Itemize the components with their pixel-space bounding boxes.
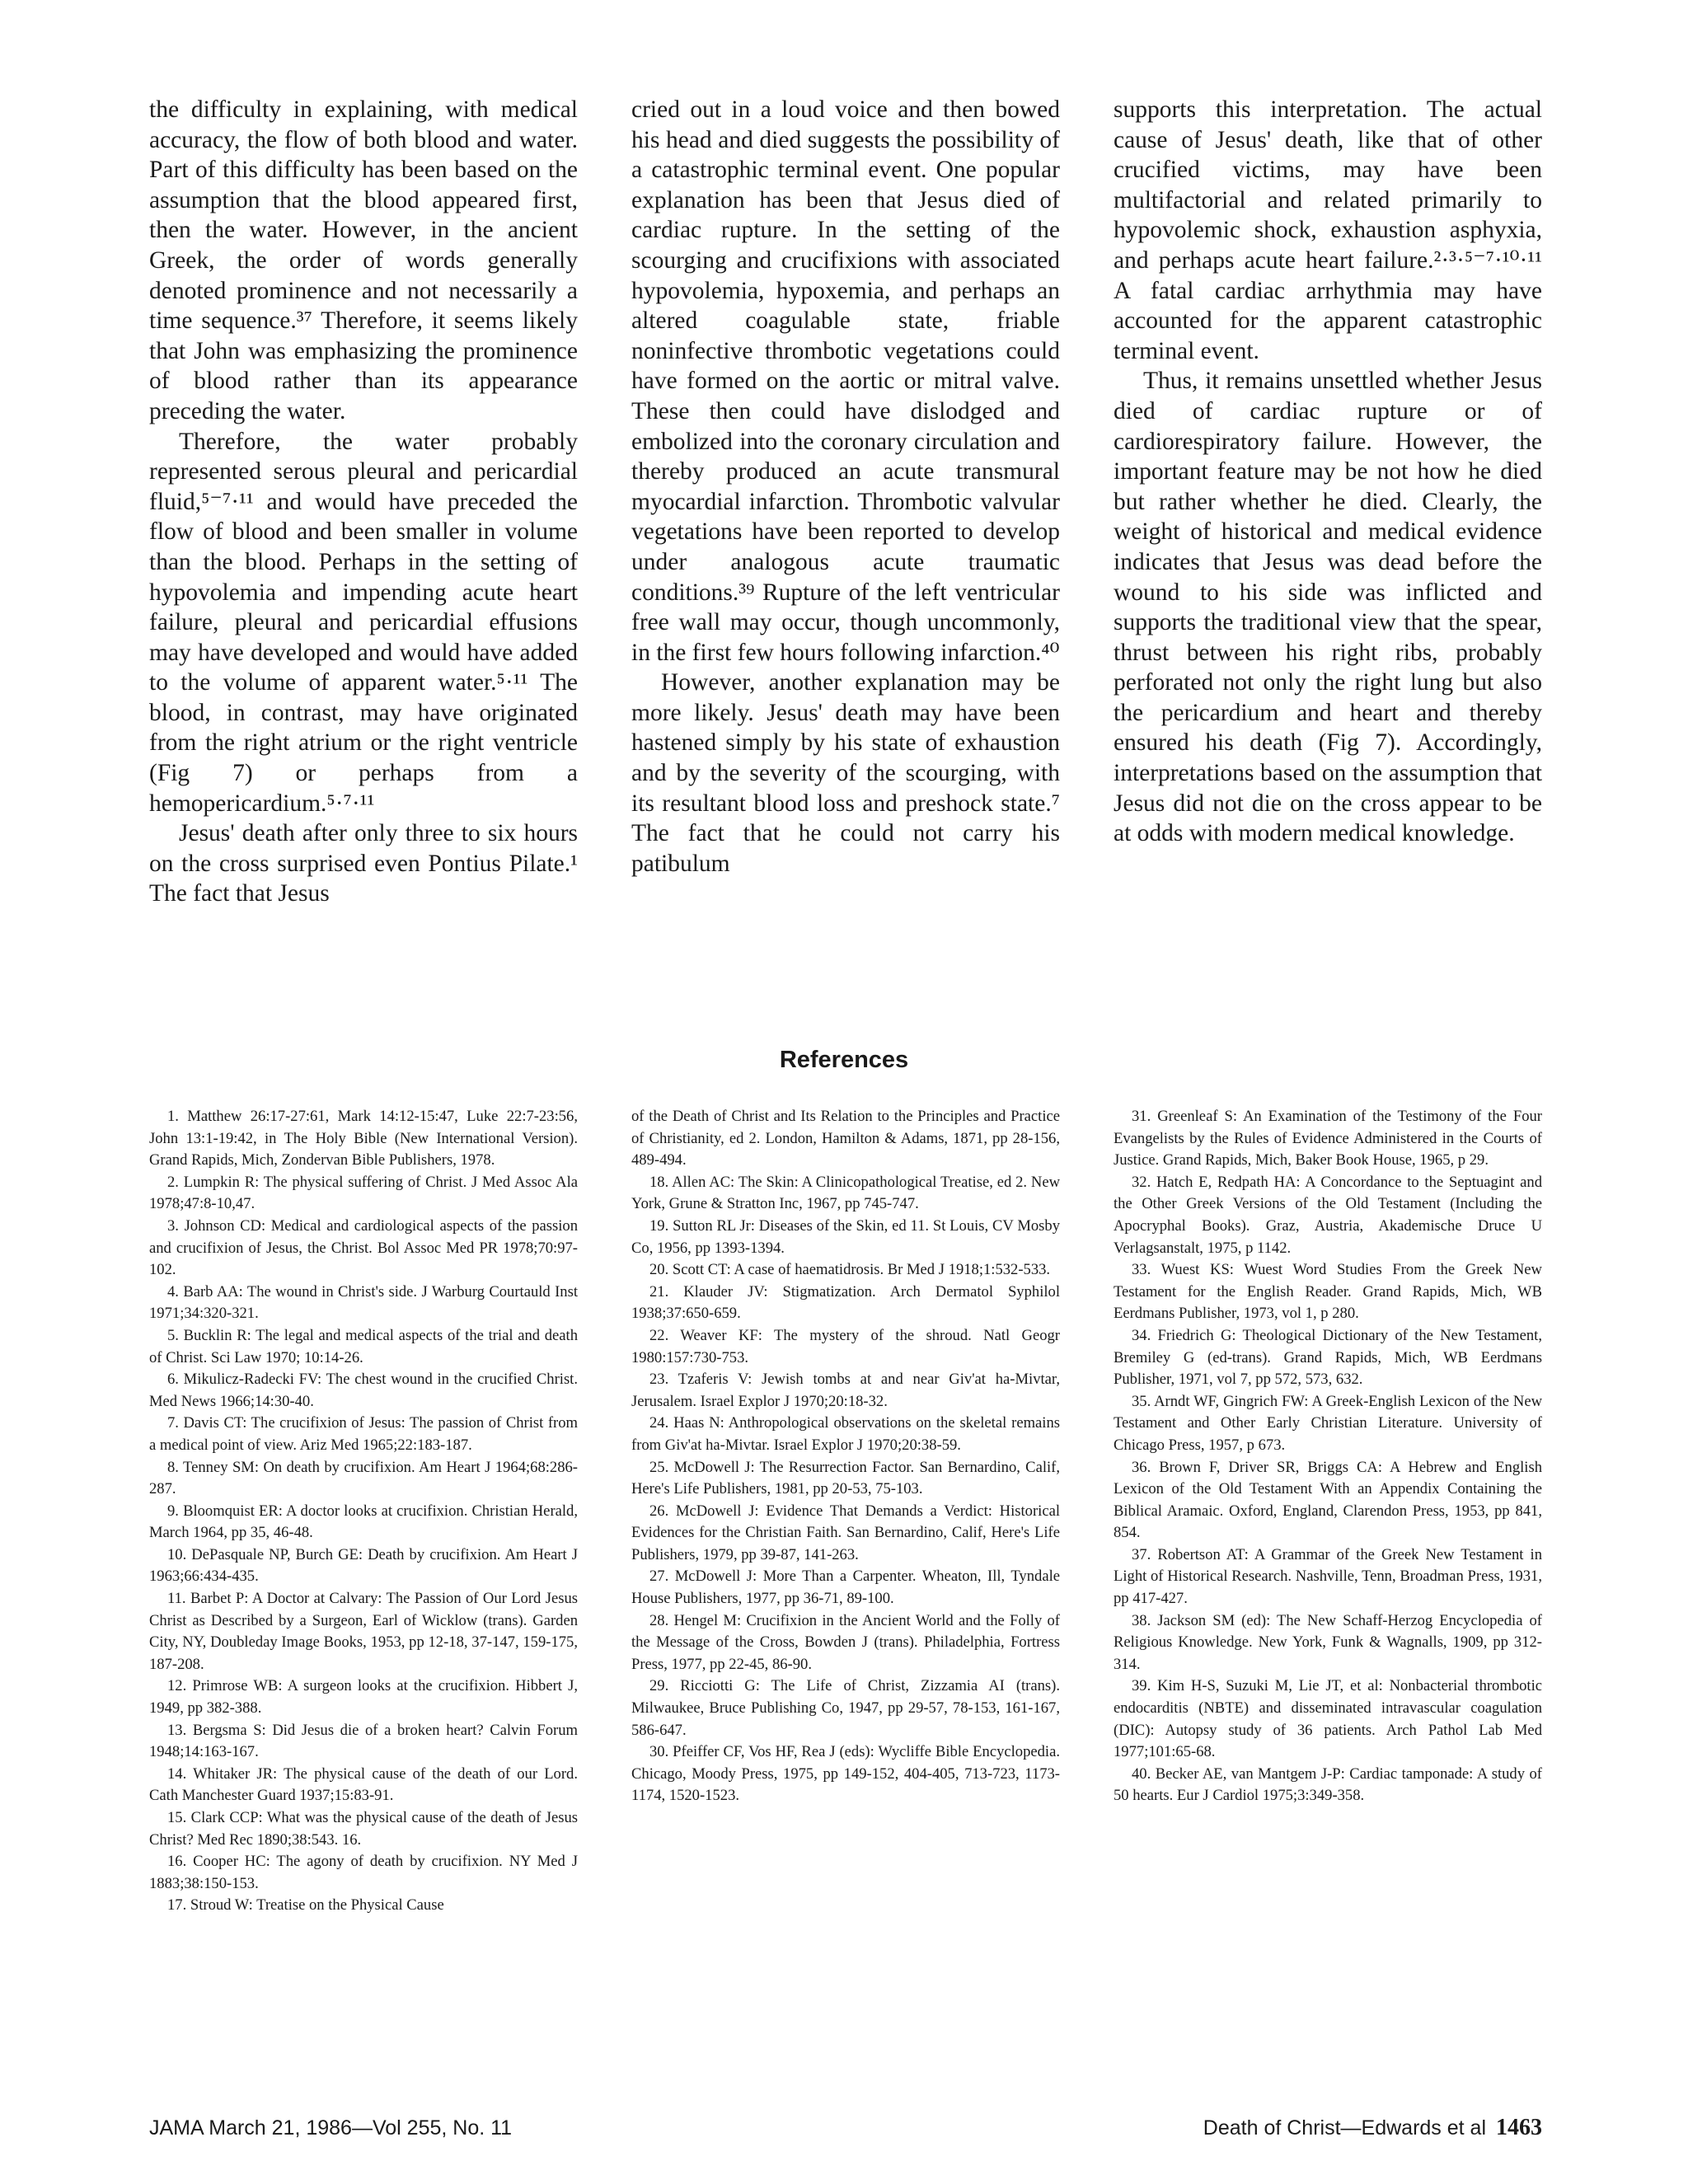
reference-item: 40. Becker AE, van Mantgem J-P: Cardiac tamponade: A study of 50 hearts. Eur J Cardiol 1975;3:349-358.	[1114, 1765, 1542, 1805]
reference-item: 18. Allen AC: The Skin: A Clinicopathological Treatise, ed 2. New York, Grune & Stratton Inc, 1967, pp 745-747.	[631, 1173, 1060, 1213]
reference-item: 32. Hatch E, Redpath HA: A Concordance to the Septuagint and the Other Greek Versions of the Old Testament (Including the Apocryphal Books). Graz, Austria, Akademische Druce U Verlagsanstalt, 1975, p 1142.	[1114, 1173, 1542, 1257]
reference-item: 1. Matthew 26:17-27:61, Mark 14:12-15:47, Luke 22:7-23:56, John 13:1-19:42, in The Holy Bible (New International Version). Grand Rapids, Mich, Zondervan Bible Publishers, 1978.	[149, 1108, 578, 1169]
body-paragraph: the difficulty in explaining, with medical accuracy, the flow of both blood and water. Part of this difficulty has been based on the assumption that the blood appeared first, then the water. However, in the ancient Greek, the order of words generally denoted prominence and not necessarily a time sequence.³⁷ Therefore, it seems likely that John was emphasizing the prominence of blood rather than its appearance preceding the water.	[149, 96, 578, 424]
reference-item: 30. Pfeiffer CF, Vos HF, Rea J (eds): Wycliffe Bible Encyclopedia. Chicago, Moody Press, 1975, pp 149-152, 404-405, 713-723, 1173-1174, 1520-1523.	[631, 1743, 1060, 1805]
body-paragraph: cried out in a loud voice and then bowed his head and died suggests the possibility of a catastrophic terminal event. One popular explanation has been that Jesus died of cardiac rupture. In the setting of the scourging and crucifixions with associated hypovolemia, hypoxemia, and perhaps an altered coagulable state, friable noninfective thrombotic vegetations could have formed on the aortic or mitral valve. These then could have dislodged and embolized into the coronary circulation and thereby produced an acute transmural myocardial infarction. Thrombotic valvular vegetations have been reported to develop under analogous acute traumatic conditions.³⁹ Rupture of the left ventricular free wall may occur, though uncommonly, in the first few hours following infarction.⁴⁰	[631, 96, 1060, 666]
reference-item: 7. Davis CT: The crucifixion of Jesus: The passion of Christ from a medical point of view. Ariz Med 1965;22:183-187.	[149, 1414, 578, 1454]
reference-item: 34. Friedrich G: Theological Dictionary of the New Testament, Bremiley G (ed-trans). Grand Rapids, Mich, WB Eerdmans Publisher, 1971, vol 7, pp 572, 573, 632.	[1114, 1326, 1542, 1389]
body-paragraph: supports this interpretation. The actual cause of Jesus' death, like that of other crucified victims, may have been multifactorial and related primarily to hypovolemic shock, exhaustion asphyxia, and perhaps acute heart failure.²·³·⁵⁻⁷·¹⁰·¹¹ A fatal cardiac arrhythmia may have accounted for the apparent catastrophic terminal event.	[1114, 96, 1542, 364]
reference-item: 3. Johnson CD: Medical and cardiological aspects of the passion and crucifixion of Jesus, the Christ. Bol Assoc Med PR 1978;70:97-102.	[149, 1216, 578, 1279]
reference-item: 29. Ricciotti G: The Life of Christ, Zizzamia AI (trans). Milwaukee, Bruce Publishing Co, 1947, pp 29-57, 78-153, 161-167, 586-647.	[631, 1677, 1060, 1739]
reference-item: 5. Bucklin R: The legal and medical aspects of the trial and death of Christ. Sci Law 1970; 10:14-26.	[149, 1326, 578, 1366]
reference-item: 25. McDowell J: The Resurrection Factor. San Bernardino, Calif, Here's Life Publishers, 1981, pp 20-53, 75-103.	[631, 1458, 1060, 1498]
reference-item: 28. Hengel M: Crucifixion in the Ancient World and the Folly of the Message of the Cross, Bowden J (trans). Philadelphia, Fortress Press, 1977, pp 22-45, 86-90.	[631, 1611, 1060, 1673]
body-column-3	[1114, 95, 1542, 909]
reference-item: 6. Mikulicz-Radecki FV: The chest wound in the crucified Christ. Med News 1966;14:30-40.	[149, 1371, 578, 1410]
references-column-1	[149, 1106, 578, 1917]
body-paragraph: Therefore, the water probably represented serous pleural and pericardial fluid,⁵⁻⁷·¹¹ and would have preceded the flow of blood and been smaller in volume than the blood. Perhaps in the setting of hypovolemia and impending acute heart failure, pleural and pericardial effusions may have developed and would have added to the volume of apparent water.⁵·¹¹ The blood, in contrast, may have originated from the right atrium or the right ventricle (Fig 7) or perhaps from a hemopericardium.⁵·⁷·¹¹	[149, 428, 578, 817]
reference-item: 19. Sutton RL Jr: Diseases of the Skin, ed 11. St Louis, CV Mosby Co, 1956, pp 1393-1394.	[631, 1216, 1060, 1257]
page-footer	[149, 2116, 1542, 2149]
reference-item: 36. Brown F, Driver SR, Briggs CA: A Hebrew and English Lexicon of the Old Testament With an Appendix Containing the Biblical Aramaic. Oxford, England, Clarendon Press, 1953, pp 841, 854.	[1114, 1458, 1542, 1542]
reference-item: 35. Arndt WF, Gingrich FW: A Greek-English Lexicon of the New Testament and Other Early Christian Literature. University of Chicago Press, 1957, p 673.	[1114, 1392, 1542, 1454]
reference-item: 33. Wuest KS: Wuest Word Studies From the Greek New Testament for the English Reader. Grand Rapids, Mich, WB Eerdmans Publisher, 1973, vol 1, p 280.	[1114, 1261, 1542, 1323]
references-heading: References	[779, 1047, 909, 1073]
page-number: 1463	[1496, 2115, 1542, 2140]
article-body	[149, 95, 1542, 909]
reference-item: 13. Bergsma S: Did Jesus die of a broken heart? Calvin Forum 1948;14:163-167.	[149, 1721, 578, 1761]
reference-item: 8. Tenney SM: On death by crucifixion. Am Heart J 1964;68:286-287.	[149, 1458, 578, 1498]
reference-item: 26. McDowell J: Evidence That Demands a Verdict: Historical Evidences for the Christian Faith. San Bernardino, Calif, Here's Life Publishers, 1979, pp 39-87, 141-263.	[631, 1502, 1060, 1563]
reference-item: 11. Barbet P: A Doctor at Calvary: The Passion of Our Lord Jesus Christ as Described by a Surgeon, Earl of Wicklow (trans). Garden City, NY, Doubleday Image Books, 1953, pp 12-18, 37-147, 159-175, 187-208.	[149, 1590, 578, 1673]
reference-item: 12. Primrose WB: A surgeon looks at the crucifixion. Hibbert J, 1949, pp 382-388.	[149, 1677, 578, 1718]
reference-continuation: of the Death of Christ and Its Relation to the Principles and Practice of Christianity, ed 2. London, Hamilton & Adams, 1871, pp 28-156, 489-494.	[631, 1108, 1060, 1169]
body-column-1	[149, 95, 578, 909]
body-paragraph: Thus, it remains unsettled whether Jesus died of cardiac rupture or of cardiorespiratory failure. However, the important feature may be not how he died but rather whether he died. Clearly, the weight of historical and medical evidence indicates that Jesus was dead before the wound to his side was inflicted and supports the traditional view that the spear, thrust between his right ribs, probably perforated not only the right lung but also the pericardium and heart and thereby ensured his death (Fig 7). Accordingly, interpretations based on the assumption that Jesus did not die on the cross appear to be at odds with modern medical knowledge.	[1114, 368, 1542, 847]
reference-item: 17. Stroud W: Treatise on the Physical Cause	[167, 1896, 444, 1915]
reference-item: 14. Whitaker JR: The physical cause of the death of our Lord. Cath Manchester Guard 1937;15:83-91.	[149, 1765, 578, 1805]
references-column-2	[631, 1106, 1060, 1917]
references-column-3	[1114, 1106, 1542, 1917]
reference-item: 21. Klauder JV: Stigmatization. Arch Dermatol Syphilol 1938;37:650-659.	[631, 1282, 1060, 1323]
reference-item: 38. Jackson SM (ed): The New Schaff-Herzog Encyclopedia of Religious Knowledge. New York, Funk & Wagnalls, 1909, pp 312-314.	[1114, 1611, 1542, 1673]
reference-item: 10. DePasquale NP, Burch GE: Death by crucifixion. Am Heart J 1963;66:434-435.	[149, 1545, 578, 1586]
reference-item: 27. McDowell J: More Than a Carpenter. Wheaton, Ill, Tyndale House Publishers, 1977, pp 36-71, 89-100.	[631, 1568, 1060, 1608]
reference-item: 2. Lumpkin R: The physical suffering of Christ. J Med Assoc Ala 1978;47:8-10,47.	[149, 1173, 578, 1213]
reference-item: 31. Greenleaf S: An Examination of the Testimony of the Four Evangelists by the Rules of Evidence Administered in the Courts of Justice. Grand Rapids, Mich, Baker Book House, 1965, p 29.	[1114, 1108, 1542, 1169]
body-paragraph: However, another explanation may be more likely. Jesus' death may have been hastened simply by his state of exhaustion and by the severity of the scourging, with its resultant blood loss and preshock state.⁷ The fact that he could not carry his patibulum	[631, 669, 1060, 877]
reference-item: 15. Clark CCP: What was the physical cause of the death of Jesus Christ? Med Rec 1890;38:543. 16.	[149, 1809, 578, 1849]
reference-item: 24. Haas N: Anthropological observations on the skeletal remains from Giv'at ha-Mivtar. Israel Explor J 1970;20:38-59.	[631, 1414, 1060, 1454]
reference-item: 39. Kim H-S, Suzuki M, Lie JT, et al: Nonbacterial thrombotic endocarditis (NBTE) and disseminated intravascular coagulation (DIC): Autopsy study of 36 patients. Arch Pathol Lab Med 1977;101:65-68.	[1114, 1677, 1542, 1761]
reference-item: 22. Weaver KF: The mystery of the shroud. Natl Geogr 1980:157:730-753.	[631, 1326, 1060, 1366]
journal-citation: JAMA March 21, 1986—Vol 255, No. 11	[149, 2116, 513, 2139]
reference-item: 16. Cooper HC: The agony of death by crucifixion. NY Med J 1883;38:150-153.	[149, 1853, 578, 1892]
reference-item: 20. Scott CT: A case of haematidrosis. Br Med J 1918;1:532-533.	[649, 1261, 1051, 1279]
reference-item: 9. Bloomquist ER: A doctor looks at crucifixion. Christian Herald, March 1964, pp 35, 46-48.	[149, 1502, 578, 1542]
body-paragraph: Jesus' death after only three to six hours on the cross surprised even Pontius Pilate.¹ The fact that Jesus	[149, 820, 578, 907]
references-list	[149, 1106, 1542, 1917]
reference-item: 23. Tzaferis V: Jewish tombs at and near Giv'at ha-Mivtar, Jerusalem. Israel Explor J 1970;20:18-32.	[631, 1371, 1060, 1410]
running-title: Death of Christ—Edwards et al	[1203, 2116, 1486, 2139]
reference-item: 4. Barb AA: The wound in Christ's side. J Warburg Courtauld Inst 1971;34:320-321.	[149, 1282, 578, 1323]
body-column-2	[631, 95, 1060, 909]
reference-item: 37. Robertson AT: A Grammar of the Greek New Testament in Light of Historical Research. Nashville, Tenn, Broadman Press, 1931, pp 417-427.	[1114, 1545, 1542, 1608]
